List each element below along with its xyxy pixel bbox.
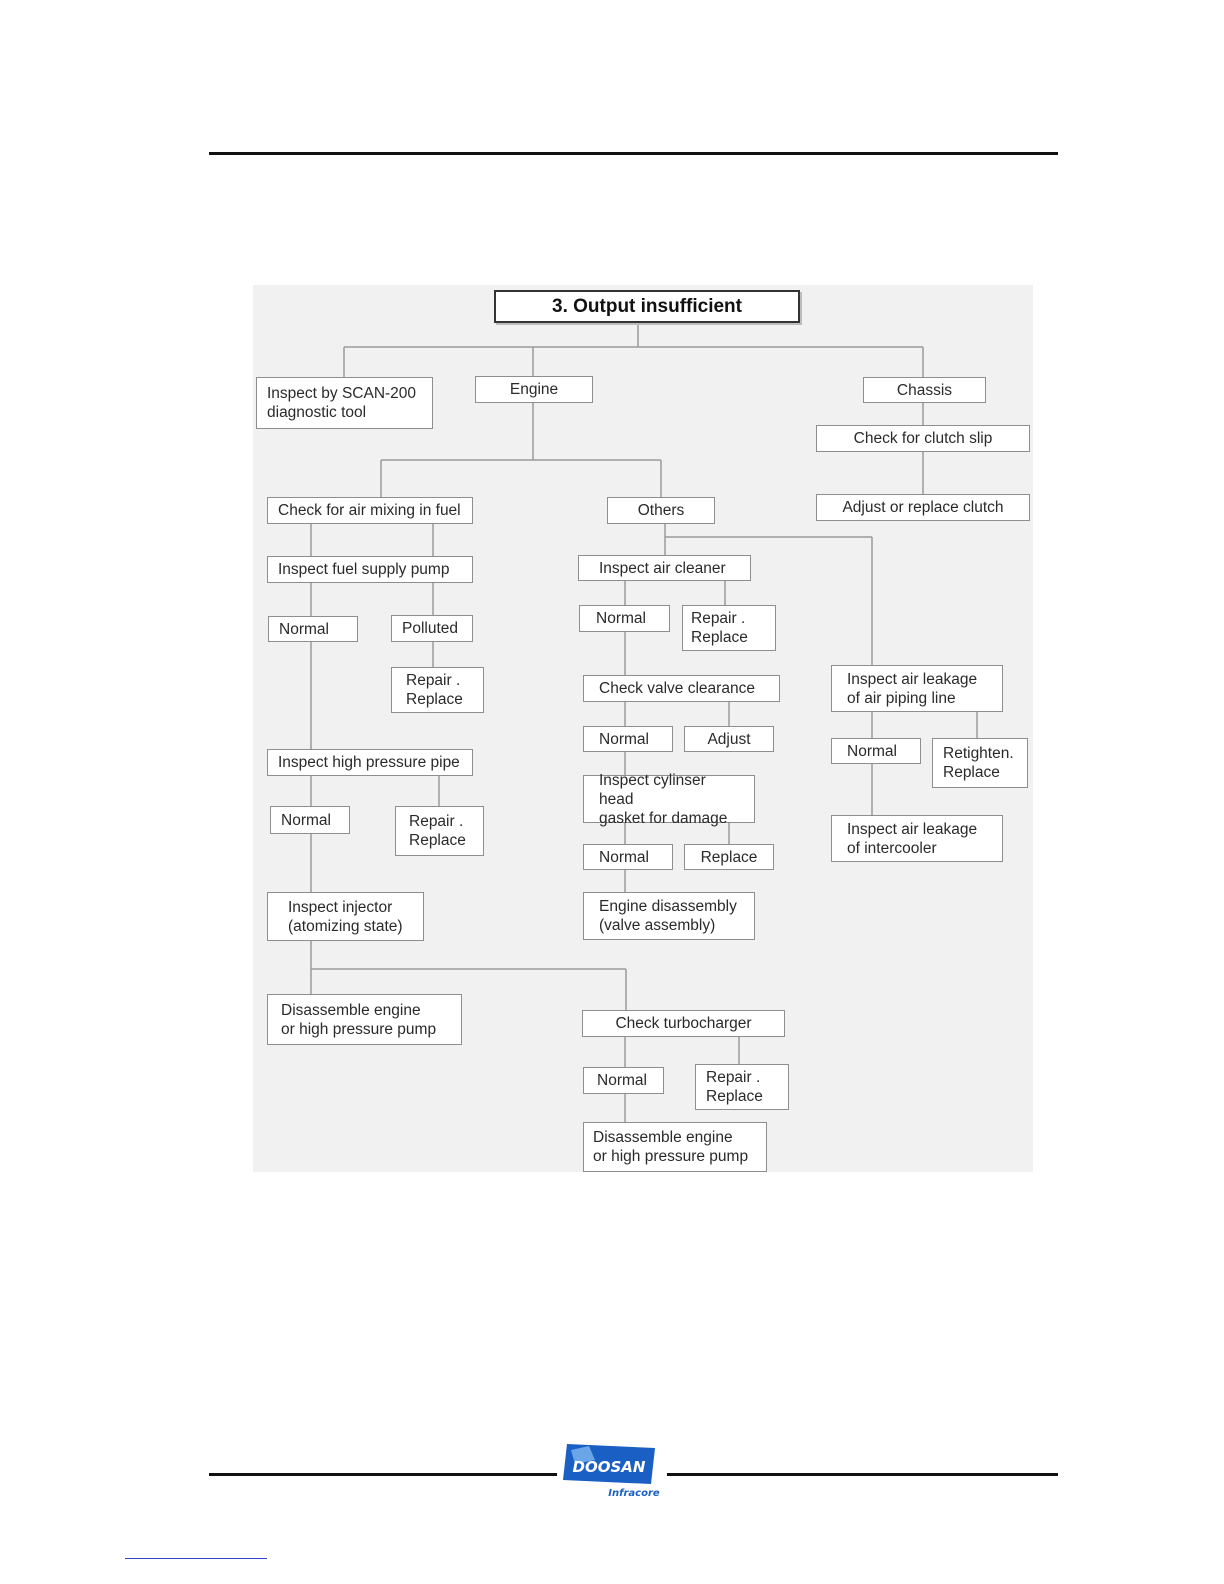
hp-pipe-normal-result: Normal: [270, 806, 350, 834]
footer-rule-right: [667, 1473, 1058, 1476]
adjust-clutch-step: Adjust or replace clutch: [816, 494, 1030, 521]
inspect-intercooler-step: Inspect air leakage of intercooler: [831, 815, 1003, 862]
inspect-air-cleaner-step: Inspect air cleaner: [578, 555, 751, 581]
turbo-normal-result: Normal: [583, 1067, 664, 1094]
others-step: Others: [607, 497, 715, 524]
chassis-step: Chassis: [863, 377, 986, 403]
disassemble-engine-step-2: Disassemble engine or high pressure pump: [583, 1122, 767, 1172]
inspect-air-piping-step: Inspect air leakage of air piping line: [831, 665, 1003, 712]
disassemble-engine-step-1: Disassemble engine or high pressure pump: [267, 994, 462, 1045]
doosan-logo: [561, 1440, 663, 1502]
fuel-pump-repair-replace-result: Repair . Replace: [391, 667, 484, 713]
fuel-pump-normal-result: Normal: [268, 616, 358, 642]
check-turbocharger-step: Check turbocharger: [582, 1010, 785, 1037]
turbo-repair-replace-result: Repair . Replace: [695, 1064, 789, 1110]
logo-wordmark: DOOSAN: [572, 1458, 646, 1476]
flowchart-title: 3. Output insufficient: [494, 290, 800, 323]
valve-normal-result: Normal: [583, 726, 673, 752]
hp-pipe-repair-replace-result: Repair . Replace: [395, 806, 484, 856]
check-air-mixing-step: Check for air mixing in fuel: [267, 497, 473, 524]
check-clutch-slip-step: Check for clutch slip: [816, 425, 1030, 452]
inspect-head-gasket-step: Inspect cylinser head gasket for damage: [583, 775, 755, 823]
inspect-fuel-supply-pump-step: Inspect fuel supply pump: [267, 556, 473, 583]
air-piping-normal-result: Normal: [831, 738, 921, 764]
engine-disassembly-step: Engine disassembly (valve assembly): [583, 892, 755, 940]
header-rule: [209, 152, 1058, 155]
fuel-pump-polluted-result: Polluted: [391, 615, 473, 642]
engine-step: Engine: [475, 376, 593, 403]
gasket-replace-result: Replace: [684, 844, 774, 870]
flowchart: [253, 285, 1033, 1172]
air-cleaner-normal-result: Normal: [579, 605, 670, 632]
inspect-high-pressure-pipe-step: Inspect high pressure pipe: [267, 749, 473, 776]
footer-rule-left: [209, 1473, 557, 1476]
valve-adjust-result: Adjust: [684, 726, 774, 752]
gasket-normal-result: Normal: [583, 844, 673, 870]
footer-link-underline: [125, 1558, 267, 1559]
check-valve-clearance-step: Check valve clearance: [583, 675, 780, 702]
logo-subtext: Infracore: [608, 1488, 660, 1499]
air-piping-retighten-result: Retighten. Replace: [932, 738, 1028, 788]
air-cleaner-repair-replace-result: Repair . Replace: [682, 605, 776, 651]
inspect-injector-step: Inspect injector (atomizing state): [267, 892, 424, 941]
scan-tool-step: Inspect by SCAN-200 diagnostic tool: [256, 377, 433, 429]
